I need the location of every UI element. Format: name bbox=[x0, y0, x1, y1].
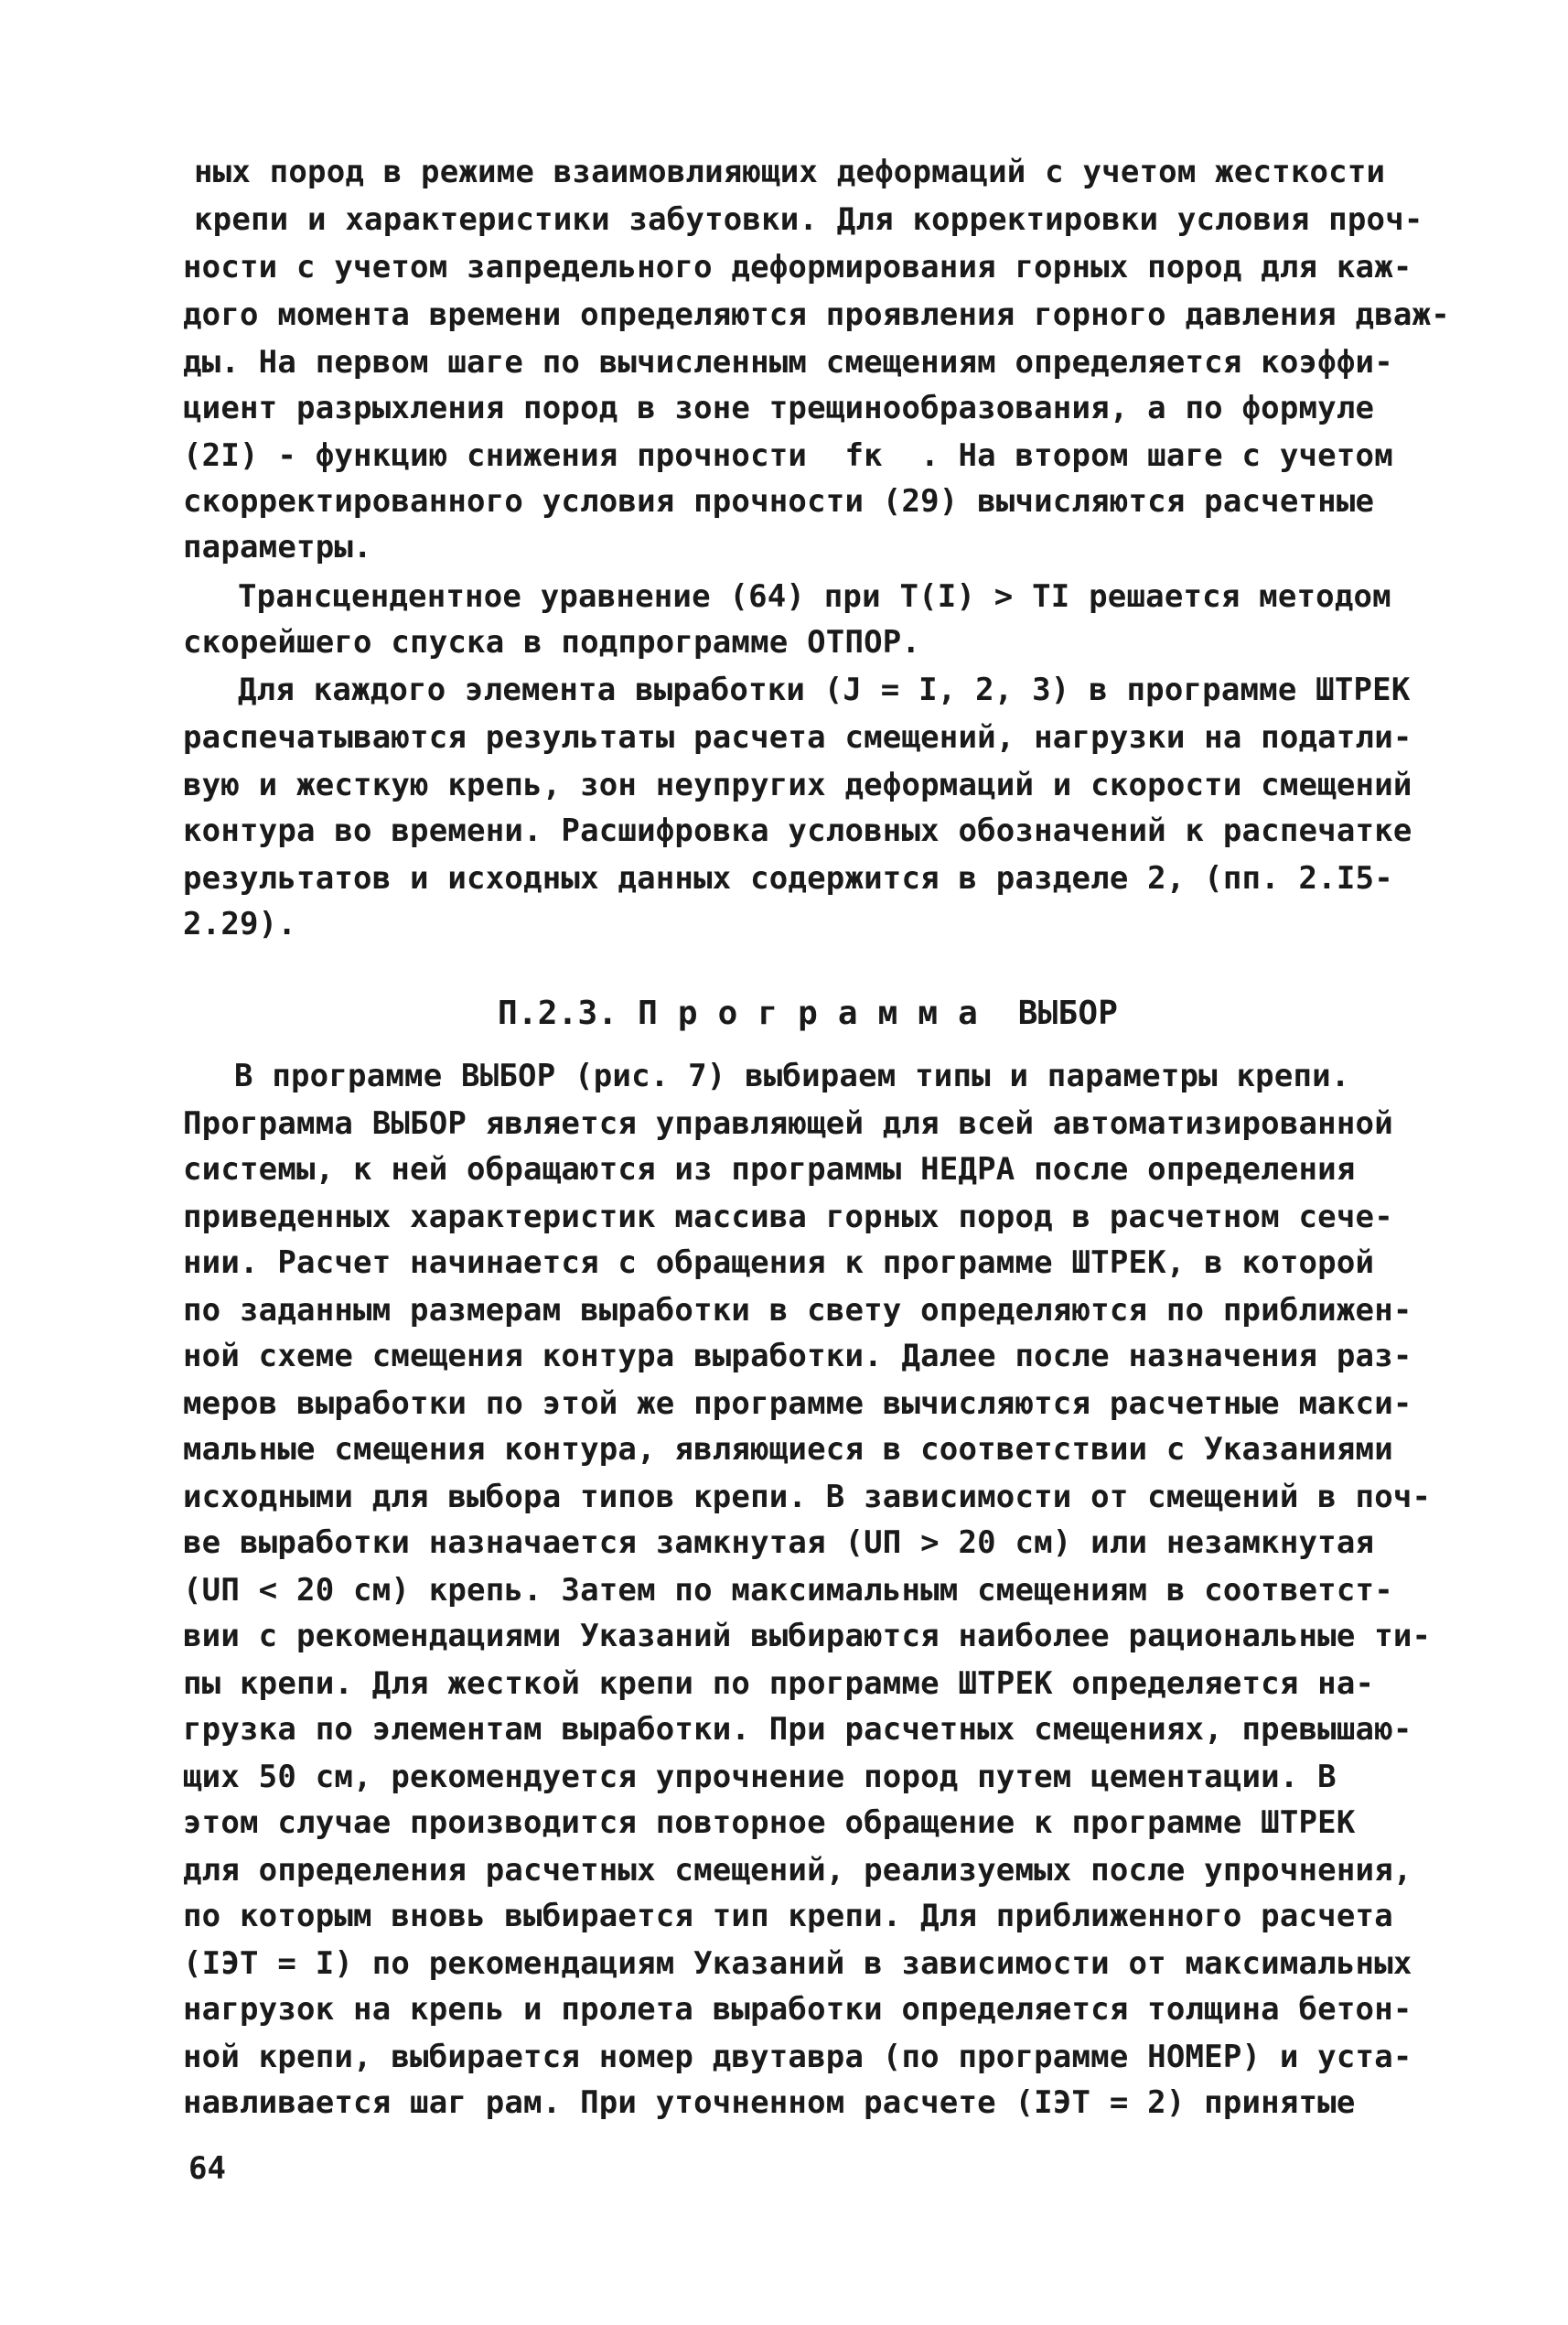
text-line: Программа ВЫБОР является управляющей для всей автоматизированной bbox=[183, 1105, 1393, 1142]
text-line: (UП < 20 см) крепь. Затем по максимальным смещениям в соответст- bbox=[183, 1572, 1393, 1609]
text-line: грузка по элементам выработки. При расчетных смещениях, превышаю- bbox=[183, 1711, 1412, 1748]
text-line: Для каждого элемента выработки (J = I, 2, 3) в программе ШТРЕК bbox=[238, 672, 1411, 708]
text-line: (2I) - функцию снижения прочности fк . На втором шаге с учетом bbox=[183, 437, 1393, 474]
text-line: приведенных характеристик массива горных пород в расчетном сече- bbox=[183, 1199, 1393, 1235]
text-line: контура во времени. Расшифровка условных обозначений к распечатке bbox=[183, 813, 1412, 849]
text-line: меров выработки по этой же программе вычисляются расчетные макси- bbox=[183, 1385, 1412, 1422]
text-line: результатов и исходных данных содержится в разделе 2, (пп. 2.I5- bbox=[183, 860, 1393, 897]
text-line: Трансцендентное уравнение (64) при Т(I) > TI решается методом bbox=[238, 578, 1391, 615]
text-line: навливается шаг рам. При уточненном расчете (IЭТ = 2) принятые bbox=[183, 2084, 1356, 2121]
text-line: исходными для выбора типов крепи. В зависимости от смещений в поч- bbox=[183, 1479, 1432, 1515]
text-line: этом случае производится повторное обращение к программе ШТРЕК bbox=[183, 1804, 1356, 1841]
text-line: распечатываются результаты расчета смещений, нагрузки на податли- bbox=[183, 719, 1412, 756]
text-line: скорректированного условия прочности (29) вычисляются расчетные bbox=[183, 483, 1375, 520]
text-line: ной схеме смещения контура выработки. Далее после назначения раз- bbox=[183, 1338, 1412, 1374]
text-line: скорейшего спуска в подпрограмме ОТПОР. bbox=[183, 624, 921, 661]
text-line: пы крепи. Для жесткой крепи по программе ШТРЕК определяется на- bbox=[183, 1665, 1375, 1702]
text-line: 2.29). bbox=[183, 906, 297, 942]
text-line: мальные смещения контура, являющиеся в соответствии с Указаниями bbox=[183, 1431, 1393, 1468]
text-line: В программе ВЫБОР (рис. 7) выбираем типы и параметры крепи. bbox=[234, 1058, 1350, 1094]
text-line: циент разрыхления пород в зоне трещинообразования, а по формуле bbox=[183, 390, 1375, 426]
text-line: ной крепи, выбирается номер двутавра (по программе НОМЕР) и уста- bbox=[183, 2039, 1412, 2075]
text-line: системы, к ней обращаются из программы НЕДРА после определения bbox=[183, 1151, 1356, 1188]
text-line: для определения расчетных смещений, реализуемых после упрочнения, bbox=[183, 1852, 1412, 1889]
text-line: нии. Расчет начинается с обращения к программе ШТРЕК, в которой bbox=[183, 1244, 1375, 1281]
text-line: параметры. bbox=[183, 529, 372, 565]
text-line: дого момента времени определяются проявления горного давления дваж- bbox=[183, 296, 1450, 333]
text-line: щих 50 см, рекомендуется упрочнение пород путем цементации. В bbox=[183, 1759, 1337, 1795]
section-heading: П.2.3. П р о г р а м м а ВЫБОР bbox=[498, 995, 1119, 1032]
page-number: 64 bbox=[188, 2150, 226, 2187]
text-line: ности с учетом запредельного деформирования горных пород для каж- bbox=[183, 249, 1412, 285]
text-line: по которым вновь выбирается тип крепи. Для приближенного расчета bbox=[183, 1898, 1393, 1934]
text-line: вии с рекомендациями Указаний выбираются наиболее рациональные ти- bbox=[183, 1618, 1432, 1654]
text-line: ве выработки назначается замкнутая (UП > 20 см) или незамкнутая bbox=[183, 1524, 1375, 1561]
text-line: крепи и характеристики забутовки. Для корректировки условия проч- bbox=[194, 201, 1423, 238]
text-line: ных пород в режиме взаимовлияющих деформаций с учетом жесткости bbox=[194, 154, 1386, 190]
text-line: (IЭТ = I) по рекомендациям Указаний в зависимости от максимальных bbox=[183, 1945, 1412, 1982]
text-line: ды. На первом шаге по вычисленным смещениям определяется коэффи- bbox=[183, 344, 1393, 381]
text-line: нагрузок на крепь и пролета выработки определяется толщина бетон- bbox=[183, 1991, 1412, 2028]
text-line: по заданным размерам выработки в свету определяются по приближен- bbox=[183, 1292, 1412, 1329]
text-line: вую и жесткую крепь, зон неупругих деформаций и скорости смещений bbox=[183, 767, 1412, 803]
